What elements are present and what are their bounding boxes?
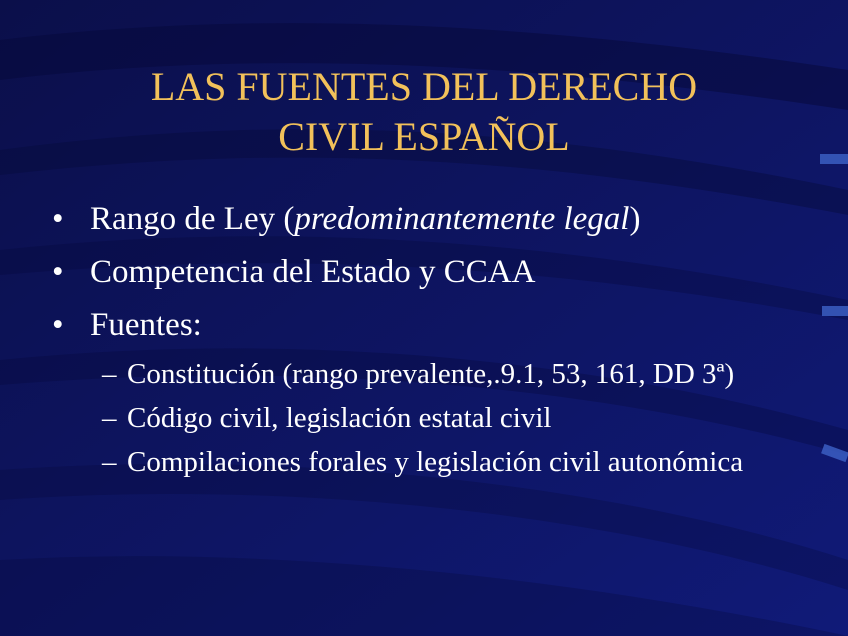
sub-item-text: Código civil, legislación estatal civil bbox=[127, 402, 552, 434]
bullet-marker: • bbox=[52, 254, 64, 290]
sub-item-constitucion bbox=[52, 357, 792, 391]
sub-item-compilaciones bbox=[52, 445, 792, 479]
sub-marker: – bbox=[102, 358, 117, 390]
sub-item-text: Constitución (rango prevalente,.9.1, 53, 161, DD 3ª) bbox=[127, 358, 735, 390]
bullet-text: Fuentes: bbox=[90, 307, 202, 343]
bullet-text: Rango de Ley ( bbox=[90, 201, 295, 237]
bullet-marker: • bbox=[52, 307, 64, 343]
bullet-fuentes bbox=[52, 304, 792, 346]
bullet-italic-text: predominantemente legal bbox=[294, 201, 630, 237]
sub-item-text: Compilaciones forales y legislación civil autonómica bbox=[127, 446, 744, 478]
edge-accent-2 bbox=[822, 306, 848, 316]
sub-item-codigo-civil bbox=[52, 401, 792, 435]
sub-marker: – bbox=[102, 446, 117, 478]
bullet-marker: • bbox=[52, 201, 64, 237]
bullet-competencia bbox=[52, 251, 792, 293]
title-line-2: CIVIL ESPAÑOL bbox=[278, 114, 570, 159]
bullet-text: Competencia del Estado y CCAA bbox=[90, 254, 536, 290]
bullet-rango-de-ley bbox=[52, 198, 792, 240]
slide-title bbox=[0, 62, 848, 162]
bullet-text-end: ) bbox=[629, 201, 641, 237]
title-line-1: LAS FUENTES DEL DERECHO bbox=[150, 64, 698, 109]
sub-marker: – bbox=[102, 402, 117, 434]
slide-body bbox=[52, 198, 792, 489]
